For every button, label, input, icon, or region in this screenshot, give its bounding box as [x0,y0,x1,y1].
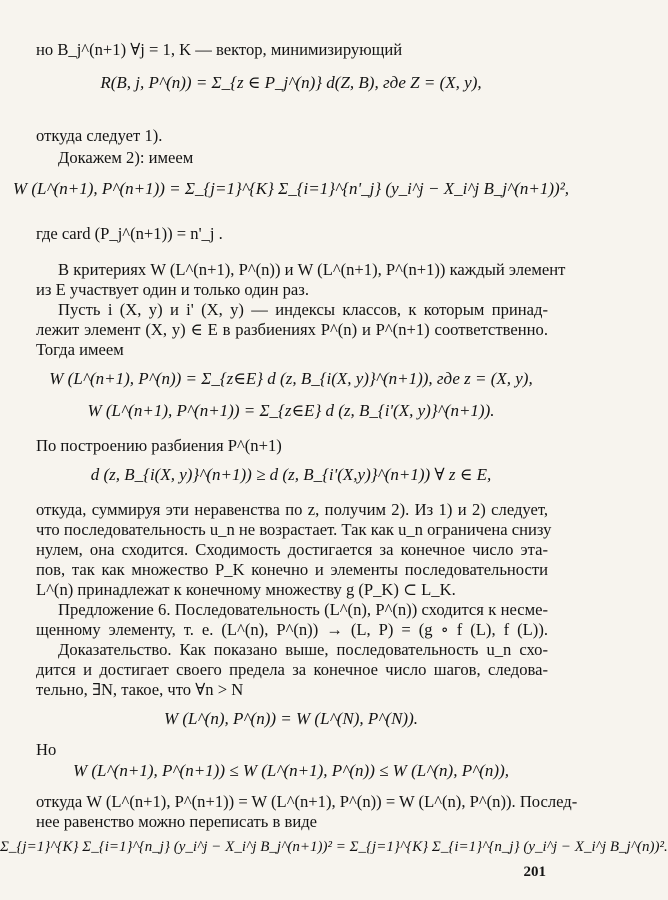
equation-chain: W (L^(n+1), P^(n+1)) ≤ W (L^(n+1), P^(n)) ≤ W (L^(n), P^(n)), [72,761,509,780]
text-line-13: пов, так как множество P_K конечно и элементы последовательности [36,560,548,579]
equation-final-sum: Σ_{j=1}^{K} Σ_{i=1}^{n_j} (y_i^j − X_i^j B_j^(n+1))² = Σ_{j=1}^{K} Σ_{i=1}^{n_j} (y_i^j − X_i^j B_j^(n))². [0,839,668,855]
text-line-14: L^(n) принадлежат к конечному множеству g (P_K) ⊂ L_K. [36,580,456,599]
text-line-card: где card (P_j^(n+1)) = n'_j . [36,224,223,243]
proposition-6: Предложение 6. Последовательность (L^(n), P^(n)) сходится к несме- [58,600,548,619]
equation-w-p-n1: W (L^(n+1), P^(n+1)) = Σ_{z∈E} d (z, B_{i'(X, y)}^(n+1)). [87,401,495,420]
text-line-6: Пусть i (X, y) и i' (X, y) — индексы классов, к которым принад- [58,300,548,319]
text-line-1: но B_j^(n+1) ∀j = 1, K — вектор, минимизирующий [36,40,403,59]
text-line-5: из E участвует один и только один раз. [36,280,309,299]
text-line-19: откуда W (L^(n+1), P^(n+1)) = W (L^(n+1), P^(n)) = W (L^(n), P^(n)). Послед- [36,792,578,811]
text-line-8: Тогда имеем [36,340,124,359]
equation-inequality: d (z, B_{i(X, y)}^(n+1)) ≥ d (z, B_{i'(X,y)}^(n+1)) ∀ z ∈ E, [90,465,492,484]
page-number: 201 [523,864,546,880]
text-line-2: откуда следует 1). [36,126,163,145]
equation-limit: W (L^(n), P^(n)) = W (L^(N), P^(N)). [163,709,419,728]
text-line-18: Но [36,740,57,759]
equation-r: R(B, j, P^(n)) = Σ_{z ∈ P_j^(n)} d(Z, B), где Z = (X, y), [100,73,482,92]
text-line-4: В критериях W (L^(n+1), P^(n)) и W (L^(n+1), P^(n+1)) каждый элемент [58,260,566,279]
text-line-10: откуда, суммируя эти неравенства по z, получим 2). Из 1) и 2) следует, [36,500,548,519]
text-line-11: что последовательность u_n не возрастает. Так как u_n ограничена снизу [36,520,552,539]
text-line-9: По построению разбиения P^(n+1) [36,436,282,455]
equation-w-p-n: W (L^(n+1), P^(n)) = Σ_{z∈E} d (z, B_{i(X, y)}^(n+1)), где z = (X, y), [49,369,533,388]
text-line-3: Докажем 2): имеем [58,148,194,167]
text-line-15: щенному элементу, т. е. (L^(n), P^(n)) → (L, P) = (g ∘ f (L), f (L)). [36,620,548,639]
text-line-17: тельно, ∃N, такое, что ∀n > N [36,680,244,699]
text-line-20: нее равенство можно переписать в виде [36,812,318,831]
text-line-7: лежит элемент (X, y) ∈ E в разбиениях P^(n) и P^(n+1) соответственно. [36,320,548,339]
text-line-16: дится и достигает своего предела за конечное число шагов, следова- [36,660,548,679]
text-line-12: нулем, она сходится. Сходимость достигается за конечное число эта- [36,540,548,559]
equation-w-sum: W (L^(n+1), P^(n+1)) = Σ_{j=1}^{K} Σ_{i=1}^{n'_j} (y_i^j − X_i^j B_j^(n+1))², [12,179,570,198]
proof-start: Доказательство. Как показано выше, последовательность u_n схо- [58,640,548,659]
